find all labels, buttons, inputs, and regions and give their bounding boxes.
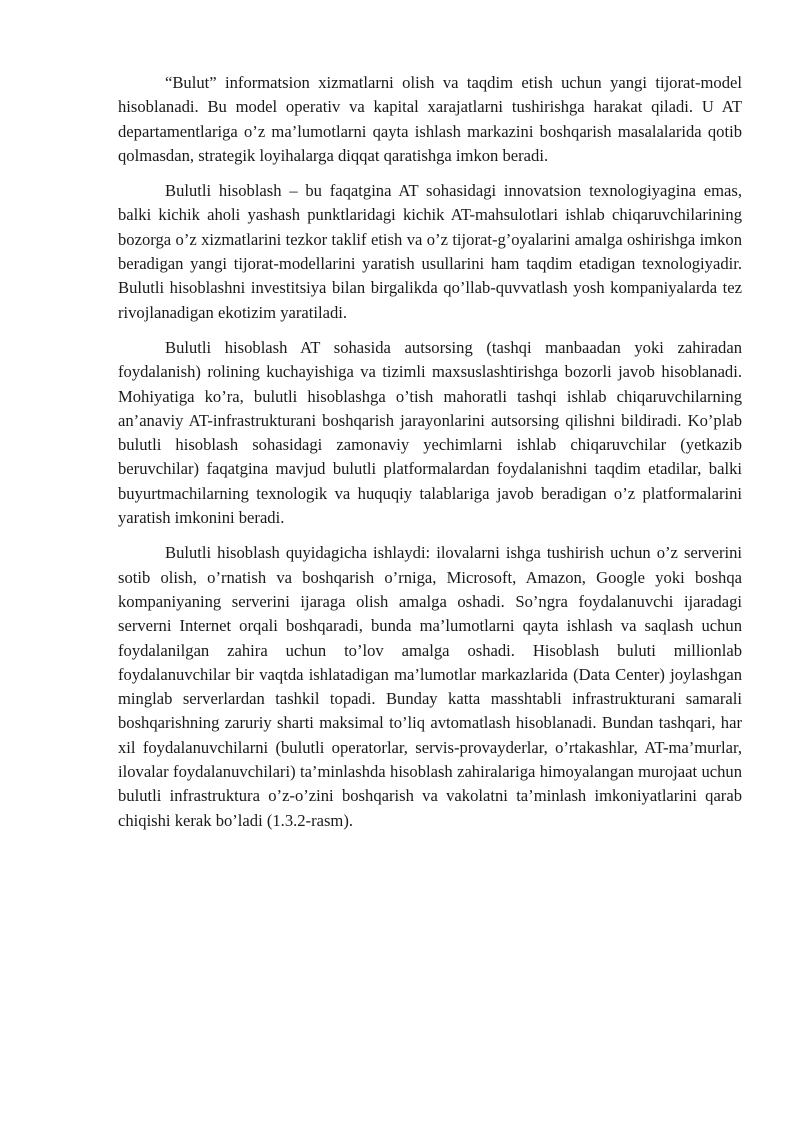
paragraph-2: Bulutli hisoblash – bu faqatgina AT sohasidagi innovatsion texnologiyagina emas, balki kichik aholi yashash punktlaridagi kichik AT-mahsulotlari ishlab chiqaruvchilarining bozorga o’z xizmatlarini tezkor taklif etish va o’z tijorat-g’oyalarini amalga oshirishga imkon beradigan yangi tijorat-modellarini yaratish usullarini ham taqdim etadigan texnologiyadir. Bulutli hisoblashni investitsiya bilan birgalikda qo’llab-quvvatlash yosh kompaniyalarda tez rivojlanadigan ekotizim yaratiladi.: [118, 181, 742, 322]
paragraph-3: Bulutli hisoblash AT sohasida autsorsing (tashqi manbaadan yoki zahiradan foydalanish) rolining kuchayishiga va tizimli maxsuslashtirishga bozorli javob hisoblanadi. Mohiyatiga ko’ra, bulutli hisoblashga o’tish mahoratli tashqi ishlab chiqaruvchilarning an’anaviy AT-infrastrukturani boshqarish jarayonlarini autsorsing qilishni bildiradi. Ko’plab bulutli hisoblash sohasidagi zamonaviy yechimlarni ishlab chiqaruvchilar (yetkazib beruvchilar) faqatgina mavjud bulutli platformalardan foydalanishni taqdim etadilar, balki buyurtmachilarning texnologik va huquqiy talablariga javob beradigan o’z platformalarini yaratish imkonini beradi.: [118, 337, 742, 528]
document-page: [118, 71, 742, 844]
paragraph-1: “Bulut” informatsion xizmatlarni olish va taqdim etish uchun yangi tijorat-model hisoblanadi. Bu model operativ va kapital xarajatlarni tushirishga harakat qiladi. U AT departamentlariga o’z ma’lumotlarni qayta ishlash markazini boshqarish masalalarida qotib qolmasdan, strategik loyihalarga diqqat qaratishga imkon beradi.: [118, 73, 742, 165]
paragraph-4: Bulutli hisoblash quyidagicha ishlaydi: ilovalarni ishga tushirish uchun o’z serverini sotib olish, o’rnatish va boshqarish o’rniga, Microsoft, Amazon, Google yoki boshqa kompaniyaning serverini ijaraga olish amalga oshadi. So’ngra foydalanuvchi ijaradagi serverni Internet orqali boshqaradi, bunda ma’lumotlarni qayta ishlash va saqlash uchun foydalanilgan zahira uchun to’lov amalga oshadi. Hisoblash buluti millionlab foydalanuvchilar bir vaqtda ishlatadigan ma’lumotlar markazlarida (Data Center) joylashgan minglab serverlardan tashkil topadi. Bunday katta masshtabli infrastrukturani samarali boshqarishning zaruriy sharti maksimal to’liq avtomatlash hisoblanadi. Bundan tashqari, har xil foydalanuvchilarni (bulutli operatorlar, servis-provayderlar, o’rtakashlar, AT-ma’murlar, ilovalar foydalanuvchilari) ta’minlashda hisoblash zahiralariga himoyalangan murojaat uchun bulutli infrastruktura o’z-o’zini boshqarish va vakolatni ta’minlash imkoniyatlarini qarab chiqishi kerak bo’ladi (1.3.2-rasm).: [118, 543, 742, 830]
